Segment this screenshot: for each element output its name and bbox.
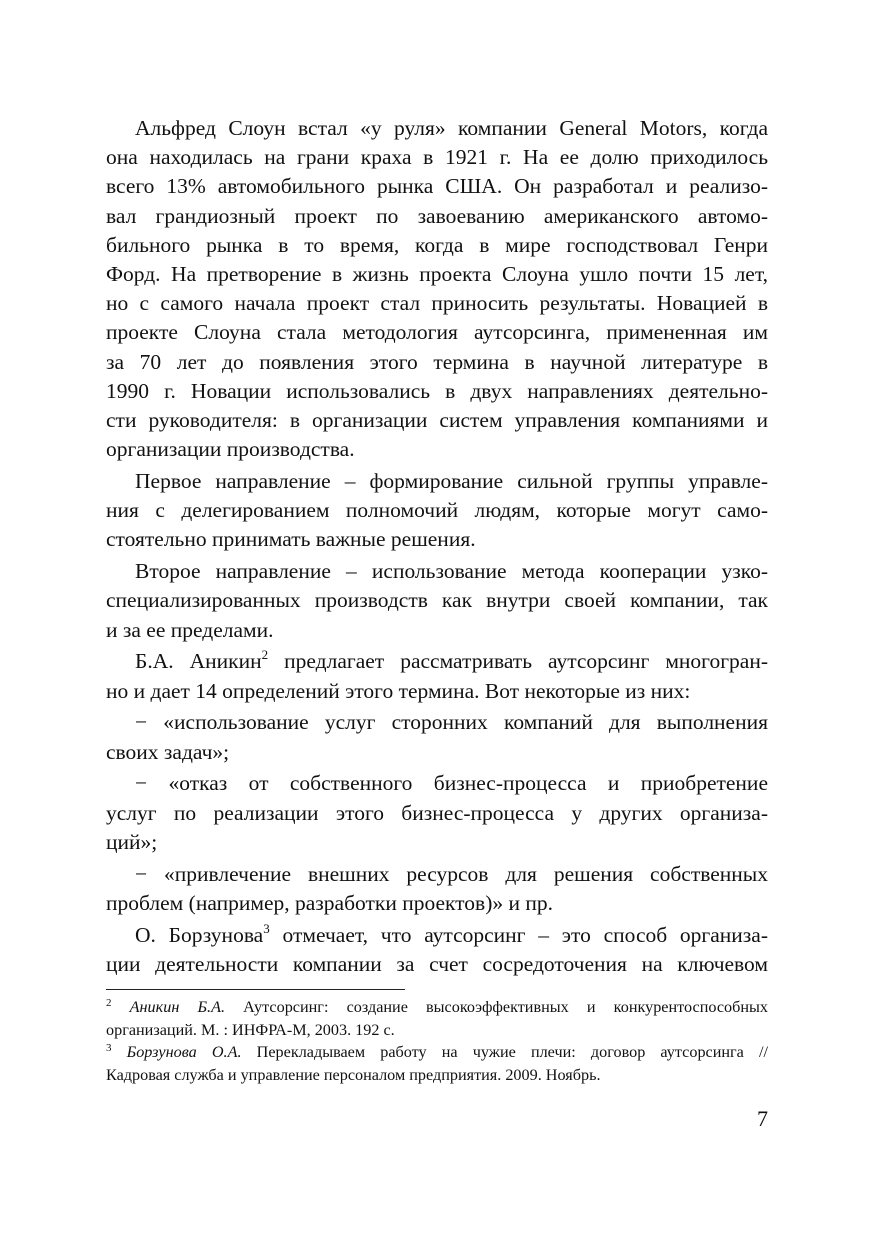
- footnote-author: Борзунова О.А.: [126, 1043, 242, 1061]
- footnote-marker: 3: [106, 1042, 112, 1054]
- text-fragment: предлагает рассматривать аутсорсинг многогран-: [268, 649, 768, 674]
- text-line: − «привлечение внешних ресурсов для решения собственных: [135, 861, 768, 886]
- text-line: [106, 921, 768, 950]
- footnote-2: [106, 996, 768, 1041]
- footnote-line: организаций. М. : ИНФРА-М, 2003. 192 с.: [106, 1020, 395, 1039]
- text-line: − «использование услуг сторонних компаний для выполнения: [135, 710, 768, 735]
- text-line: но с самого начала проект стал приносить результаты. Новацией в: [106, 291, 768, 316]
- text-line: проблем (например, разработки проектов)» и пр.: [106, 890, 553, 915]
- list-item-definition-1: [106, 708, 768, 766]
- page-number: 7: [757, 1106, 768, 1131]
- text-line: ции деятельности компании за счет сосредоточения на ключевом: [106, 951, 768, 976]
- text-line: Форд. На претворение в жизнь проекта Слоуна ушло почти 15 лет,: [106, 262, 768, 287]
- text-line: своих задач»;: [106, 739, 230, 764]
- footnote-line: [106, 996, 768, 1019]
- text-line: всего 13% автомобильного рынка США. Он разработал и реализо-: [106, 174, 768, 199]
- footnote-text: Перекладываем работу на чужие плечи: договор аутсорсинга //: [241, 1043, 769, 1061]
- footnotes: [106, 996, 768, 1086]
- paragraph-first-direction: [106, 467, 768, 555]
- text-line: услуг по реализации этого бизнес-процесса у других организа-: [106, 800, 768, 825]
- text-line: и за ее пределами.: [106, 617, 274, 642]
- footnote-text: Аутсорсинг: создание высокоэффективных и конкурентоспособных: [225, 998, 768, 1016]
- text-line: Альфред Слоун встал «у руля» компании General Motors, когда: [135, 116, 768, 140]
- text-line: за 70 лет до появления этого термина в научной литературе в: [106, 349, 768, 374]
- text-line: вал грандиозный проект по завоеванию американского автомо-: [106, 203, 768, 228]
- footnote-reference: 3: [263, 920, 270, 936]
- text-line: Второе направление – использование метода кооперации узко-: [135, 559, 768, 584]
- text-line: специализированных производств как внутри своей компании, так: [106, 588, 768, 613]
- text-line: сти руководителя: в организации систем управления компаниями и: [106, 408, 768, 433]
- footnote-3: [106, 1041, 768, 1086]
- paragraph-anikin: [106, 647, 768, 705]
- text-line: − «отказ от собственного бизнес-процесса и приобретение: [135, 771, 768, 796]
- text-fragment: О. Борзунова: [135, 922, 264, 947]
- list-item-definition-3: [106, 860, 768, 918]
- list-item-definition-2: [106, 769, 768, 857]
- text-line: ния с делегированием полномочий людям, которые могут само-: [106, 498, 768, 523]
- text-line: она находилась на грани краха в 1921 г. На ее долю приходилось: [106, 145, 768, 170]
- paragraph-borzunova: [106, 921, 768, 979]
- footnote-line: Кадровая служба и управление персоналом предприятия. 2009. Ноябрь.: [106, 1065, 601, 1084]
- footnote-marker: 2: [106, 997, 112, 1009]
- text-line: 1990 г. Новации использовались в двух направлениях деятельно-: [106, 378, 768, 403]
- text-line: организации производства.: [106, 437, 355, 462]
- main-text: [106, 114, 768, 982]
- text-line: Первое направление – формирование сильной группы управле-: [135, 469, 768, 494]
- footnote-line: [106, 1041, 768, 1064]
- footnote-reference: 2: [261, 647, 269, 663]
- text-fragment: Б.А. Аникин: [135, 649, 262, 674]
- text-line: проекте Слоуна стала методология аутсорсинга, примененная им: [106, 320, 768, 345]
- paragraph-second-direction: [106, 557, 768, 645]
- text-line: ций»;: [106, 829, 158, 854]
- footnote-separator: [106, 989, 405, 990]
- text-line: бильного рынка в то время, когда в мире господствовал Генри: [106, 232, 768, 257]
- paragraph-sloan: [106, 114, 768, 464]
- text-line: но и дает 14 определений этого термина. Вот некоторые из них:: [106, 678, 691, 703]
- text-line: [106, 647, 768, 676]
- footnote-author: Аникин Б.А.: [129, 998, 226, 1016]
- text-line: стоятельно принимать важные решения.: [106, 527, 476, 552]
- text-fragment: отмечает, что аутсорсинг – это способ организа-: [269, 922, 769, 947]
